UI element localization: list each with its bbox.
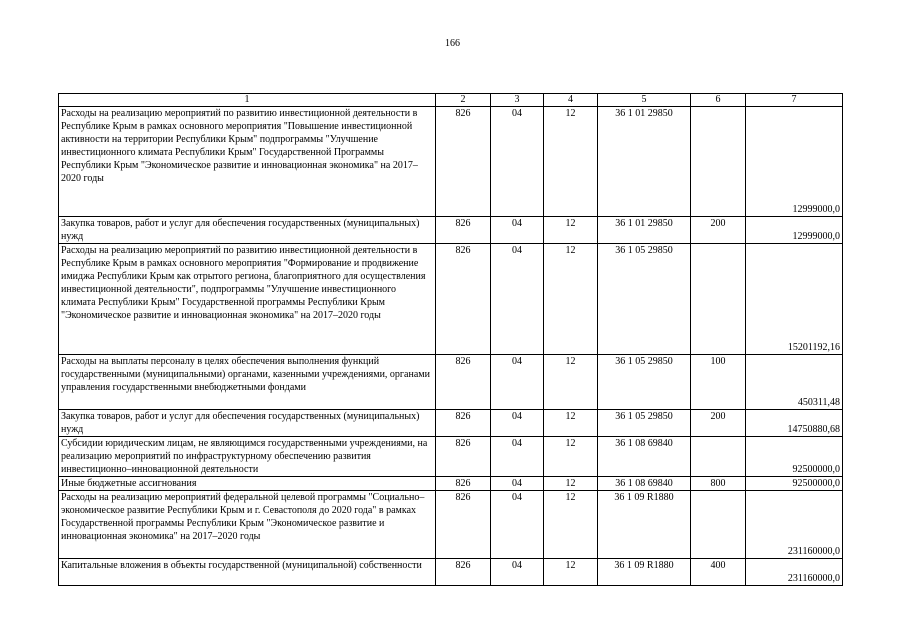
row-col2: 826 <box>436 477 491 491</box>
row-name: Расходы на реализацию мероприятий по развитию инвестиционной деятельности в Республике Крым в рамках основного мероприятия "Повышение инвестиционной активности на территории Республики Крым" подпрограммы "Улучшение инвестиционного климата Республики Крым" Государственной Программы Республики Крым "Экономическое развитие и инновационная экономика" на 2017–2020 годы <box>59 107 436 217</box>
row-col5: 36 1 01 29850 <box>598 217 691 244</box>
row-col5: 36 1 09 R1880 <box>598 559 691 586</box>
row-col3: 04 <box>491 491 544 559</box>
table-row <box>59 491 843 559</box>
row-col2: 826 <box>436 244 491 355</box>
table-row <box>59 355 843 410</box>
row-amount: 12999000,0 <box>746 217 843 244</box>
row-col4: 12 <box>544 355 598 410</box>
row-col6: 200 <box>691 217 746 244</box>
row-col6 <box>691 107 746 217</box>
row-amount: 231160000,0 <box>746 491 843 559</box>
row-name: Капитальные вложения в объекты государственной (муниципальной) собственности <box>59 559 436 586</box>
header-cell: 7 <box>746 94 843 107</box>
row-name: Расходы на реализацию мероприятий по развитию инвестиционной деятельности в Республике Крым в рамках основного мероприятия "Формирование и продвижение имиджа Республики Крым как отрытого региона, благоприятного для осуществления инвестиционной деятельности", подпрограммы "Улучшение инвестиционного климата Республики Крым" Государственной программы Республики Крым "Экономическое развитие и инновационная экономика" на 2017–2020 годы <box>59 244 436 355</box>
row-col5: 36 1 05 29850 <box>598 355 691 410</box>
row-col3: 04 <box>491 355 544 410</box>
row-col2: 826 <box>436 107 491 217</box>
table-row <box>59 410 843 437</box>
row-col3: 04 <box>491 410 544 437</box>
row-amount: 14750880,68 <box>746 410 843 437</box>
row-col4: 12 <box>544 107 598 217</box>
row-col3: 04 <box>491 217 544 244</box>
row-amount: 231160000,0 <box>746 559 843 586</box>
row-name: Закупка товаров, работ и услуг для обеспечения государственных (муниципальных) нужд <box>59 410 436 437</box>
header-cell: 3 <box>491 94 544 107</box>
row-col5: 36 1 09 R1880 <box>598 491 691 559</box>
row-col6 <box>691 491 746 559</box>
budget-table <box>58 93 843 586</box>
page-number: 166 <box>445 38 460 49</box>
row-col3: 04 <box>491 477 544 491</box>
table-row <box>59 559 843 586</box>
row-col2: 826 <box>436 437 491 477</box>
row-col4: 12 <box>544 491 598 559</box>
table-row <box>59 437 843 477</box>
row-name: Субсидии юридическим лицам, не являющимся государственными учреждениями, на реализацию мероприятий по инфраструктурному обеспечению развития инвестиционно–инновационной деятельности <box>59 437 436 477</box>
row-col3: 04 <box>491 437 544 477</box>
row-amount: 12999000,0 <box>746 107 843 217</box>
row-amount: 92500000,0 <box>746 437 843 477</box>
row-col2: 826 <box>436 355 491 410</box>
row-col3: 04 <box>491 244 544 355</box>
header-cell: 4 <box>544 94 598 107</box>
row-col6 <box>691 244 746 355</box>
row-col6 <box>691 437 746 477</box>
table-row <box>59 107 843 217</box>
row-name: Иные бюджетные ассигнования <box>59 477 436 491</box>
table-row <box>59 217 843 244</box>
row-col3: 04 <box>491 559 544 586</box>
row-col6: 400 <box>691 559 746 586</box>
row-col5: 36 1 08 69840 <box>598 437 691 477</box>
row-name: Расходы на выплаты персоналу в целях обеспечения выполнения функций государственными (муниципальными) органами, казенными учреждениями, органами управления государственными внебюджетными фондами <box>59 355 436 410</box>
table-row <box>59 244 843 355</box>
row-col2: 826 <box>436 559 491 586</box>
row-col4: 12 <box>544 477 598 491</box>
row-col5: 36 1 05 29850 <box>598 410 691 437</box>
row-amount: 15201192,16 <box>746 244 843 355</box>
table-header-row <box>59 94 843 107</box>
table-row <box>59 477 843 491</box>
row-col4: 12 <box>544 410 598 437</box>
row-amount: 450311,48 <box>746 355 843 410</box>
header-cell: 2 <box>436 94 491 107</box>
row-name: Расходы на реализацию мероприятий федеральной целевой программы "Социально–экономическое развитие Республики Крым и г. Севастополя до 2020 года" в рамках Государственной программы Республики Крым "Экономическое развитие и инновационная экономика" на 2017–2020 годы <box>59 491 436 559</box>
row-col4: 12 <box>544 244 598 355</box>
row-col2: 826 <box>436 217 491 244</box>
row-col2: 826 <box>436 491 491 559</box>
row-col6: 200 <box>691 410 746 437</box>
row-amount: 92500000,0 <box>746 477 843 491</box>
row-col3: 04 <box>491 107 544 217</box>
row-col6: 800 <box>691 477 746 491</box>
row-col4: 12 <box>544 437 598 477</box>
row-col5: 36 1 05 29850 <box>598 244 691 355</box>
row-col5: 36 1 01 29850 <box>598 107 691 217</box>
row-col4: 12 <box>544 559 598 586</box>
row-name: Закупка товаров, работ и услуг для обеспечения государственных (муниципальных) нужд <box>59 217 436 244</box>
row-col5: 36 1 08 69840 <box>598 477 691 491</box>
row-col4: 12 <box>544 217 598 244</box>
header-cell: 6 <box>691 94 746 107</box>
header-cell: 1 <box>59 94 436 107</box>
header-cell: 5 <box>598 94 691 107</box>
row-col2: 826 <box>436 410 491 437</box>
row-col6: 100 <box>691 355 746 410</box>
